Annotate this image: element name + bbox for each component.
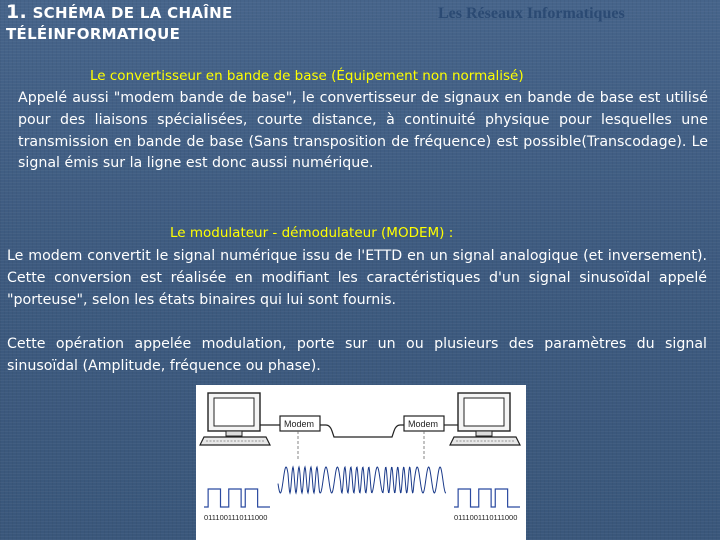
section2-paragraph2: Cette opération appelée modulation, porte sur un ou plusieurs des paramètres du signal sinusoïdal (Amplitude, fréquence ou phase).	[7, 336, 707, 374]
left-computer-icon	[200, 393, 270, 445]
right-digital-signal	[454, 489, 520, 507]
left-modem-label: Modem	[284, 419, 315, 429]
modulated-analog-signal	[278, 467, 446, 493]
title-text: SCHÉMA DE LA CHAÎNE TÉLÉINFORMATIQUE	[6, 4, 233, 43]
right-bit-string: 0111001110111000	[454, 513, 518, 522]
section1-paragraph: Appelé aussi "modem bande de base", le convertisseur de signaux en bande de base est utilisé pour des liaisons spécialisées, courte distance, à continuité physique pour lesquelles une transmission en bande de base (Sans transposition de fréquence) est possible(Transcodage). Le signal émis sur la ligne est donc aussi numérique.	[18, 90, 708, 172]
section2-subtitle: Le modulateur - démodulateur (MODEM) :	[170, 225, 454, 241]
section2-paragraph1: Le modem convertit le signal numérique issu de l'ETTD en un signal analogique (et inversement). Cette conversion est réalisée en modifiant les caractéristiques d'un signal sinusoïdal appelé "porteuse", selon les états binaires qui lui sont fournis.	[7, 248, 707, 308]
left-modem-icon	[280, 416, 320, 431]
right-modem-label: Modem	[408, 419, 439, 429]
slide-title	[6, 2, 306, 45]
title-number: 1.	[6, 1, 28, 23]
course-label: Les Réseaux Informatiques	[438, 5, 625, 22]
left-digital-signal	[204, 489, 270, 507]
left-bit-string: 0111001110111000	[204, 513, 268, 522]
right-computer-icon	[450, 393, 520, 445]
right-modem-icon	[404, 416, 444, 431]
modem-diagram	[196, 385, 526, 540]
section1-subtitle: Le convertisseur en bande de base (Équipement non normalisé)	[90, 68, 524, 84]
